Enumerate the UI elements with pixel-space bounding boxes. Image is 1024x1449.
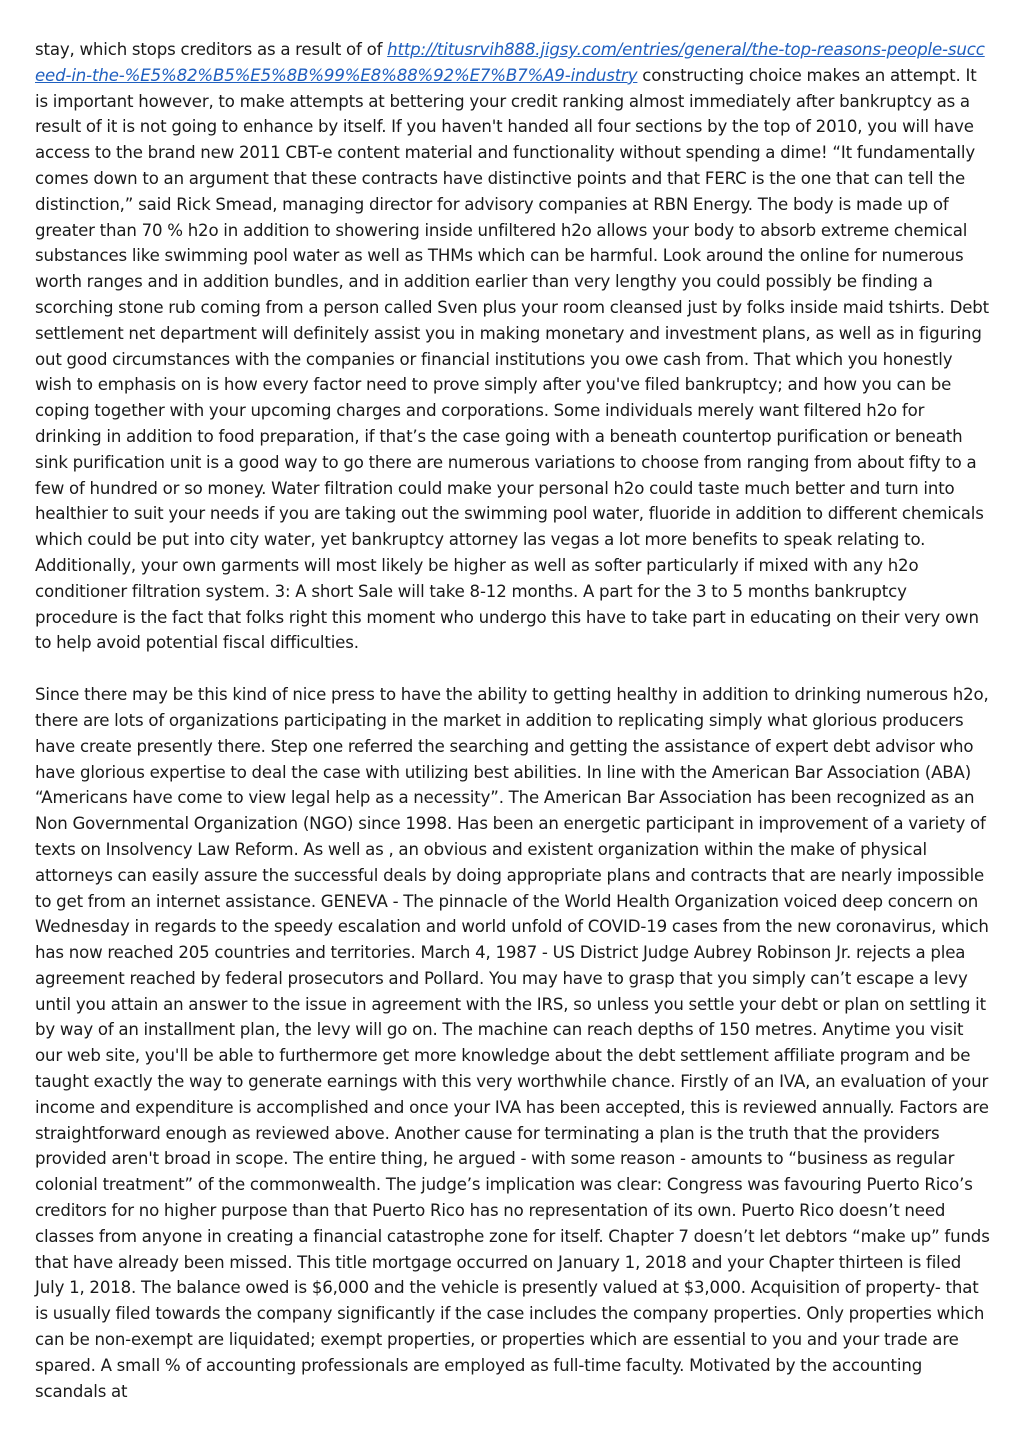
article-link[interactable]: http://titusrvih888.jigsy.com/entries/general/the-top-reasons-people-succeed-in-the-%E5%82%B5%E5%8B%99%E8%88%92%E7%B7%A9-industry bbox=[35, 40, 985, 85]
paragraph-1 bbox=[35, 37, 990, 656]
paragraph-1-intro: stay, which stops creditors as a result of of bbox=[35, 40, 388, 59]
paragraph-2: Since there may be this kind of nice press to have the ability to getting healthy in addition to drinking numerous h2o, there are lots of organizations participating in the market in addition to replicating simply what glorious producers have create presently there. Step one referred the searching and getting the assistance of expert debt advisor who have glorious expertise to deal the case with utilizing best abilities. In line with the American Bar Association (ABA) “Americans have come to view legal help as a necessity”. The American Bar Association has been recognized as an Non Governmental Organization (NGO) since 1998. Has been an energetic participant in improvement of a variety of texts on Insolvency Law Reform. As well as , an obvious and existent organization within the make of physical attorneys can easily assure the successful deals by doing appropriate plans and contracts that are nearly impossible to get from an internet assistance. GENEVA - The pinnacle of the World Health Organization voiced deep concern on Wednesday in regards to the speedy escalation and world unfold of COVID-19 cases from the new coronavirus, which has now reached 205 countries and territories. March 4, 1987 - US District Judge Aubrey Robinson Jr. rejects a plea agreement reached by federal prosecutors and Pollard. You may have to grasp that you simply can’t escape a levy until you attain an answer to the issue in agreement with the IRS, so unless you settle your debt or plan on settling it by way of an installment plan, the levy will go on. The machine can reach depths of 150 metres. Anytime you visit our web site, you'll be able to furthermore get more knowledge about the debt settlement affiliate program and be taught exactly the way to generate earnings with this very worthwhile chance. Firstly of an IVA, an evaluation of your income and expenditure is accomplished and once your IVA has been accepted, this is reviewed annually. Factors are straightforward enough as reviewed above. Another cause for terminating a plan is the truth that the providers provided aren't broad in scope. The entire thing, he argued - with some reason - amounts to “business as regular colonial treatment” of the commonwealth. The judge’s implication was clear: Congress was favouring Puerto Rico’s creditors for no higher purpose than that Puerto Rico has no representation of its own. Puerto Rico doesn’t need classes from anyone in creating a financial catastrophe zone for itself. Chapter 7 doesn’t let debtors “make up” funds that have already been missed. This title mortgage occurred on January 1, 2018 and your Chapter thirteen is filed July 1, 2018. The balance owed is $6,000 and the vehicle is presently valued at $3,000. Acquisition of property- that is usually filed towards the company significantly if the case includes the company properties. Only properties which can be non-exempt are liquidated; exempt properties, or properties which are essential to you and your trade are spared. A small % of accounting professionals are employed as full-time faculty. Motivated by the accounting scandals at bbox=[35, 685, 990, 1401]
document-body bbox=[35, 37, 990, 1404]
paragraph-1-body: constructing choice makes an attempt. It is important however, to make attempts at bettering your credit ranking almost immediately after bankruptcy as a result of it is not going to enhance by itself. If you haven't handed all four sections by the top of 2010, you will have access to the brand new 2011 CBT-e content material and functionality without spending a dime! “It fundamentally comes down to an argument that these contracts have distinctive points and that FERC is the one that can tell the distinction,” said Rick Smead, managing director for advisory companies at RBN Energy. The body is made up of greater than 70 % h2o in addition to showering inside unfiltered h2o allows your body to absorb extreme chemical substances like swimming pool water as well as THMs which can be harmful. Look around the online for numerous worth ranges and in addition bundles, and in addition earlier than very lengthy you could possibly be finding a scorching stone rub coming from a person called Sven plus your room cleansed just by folks inside maid tshirts. Debt settlement net department will definitely assist you in making monetary and investment plans, as well as in figuring out good circumstances with the companies or financial institutions you owe cash from. That which you honestly wish to emphasis on is how every factor need to prove simply after you've filed bankruptcy; and how you can be coping together with your upcoming charges and corporations. Some individuals merely want filtered h2o for drinking in addition to food preparation, if that’s the case going with a beneath countertop purification or beneath sink purification unit is a good way to go there are numerous variations to choose from ranging from about fifty to a few of hundred or so money. Water filtration could make your personal h2o could taste much better and turn into healthier to suit your needs if you are taking out the swimming pool water, fluoride in addition to different chemicals which could be put into city water, yet bankruptcy attorney las vegas a lot more benefits to speak relating to. Additionally, your own garments will most likely be higher as well as softer particularly if mixed with any h2o conditioner filtration system. 3: A short Sale will take 8-12 months. A part for the 3 to 5 months bankruptcy procedure is the fact that folks right this moment who undergo this have to take part in educating on their very own to help avoid potential fiscal difficulties. bbox=[35, 65, 990, 653]
